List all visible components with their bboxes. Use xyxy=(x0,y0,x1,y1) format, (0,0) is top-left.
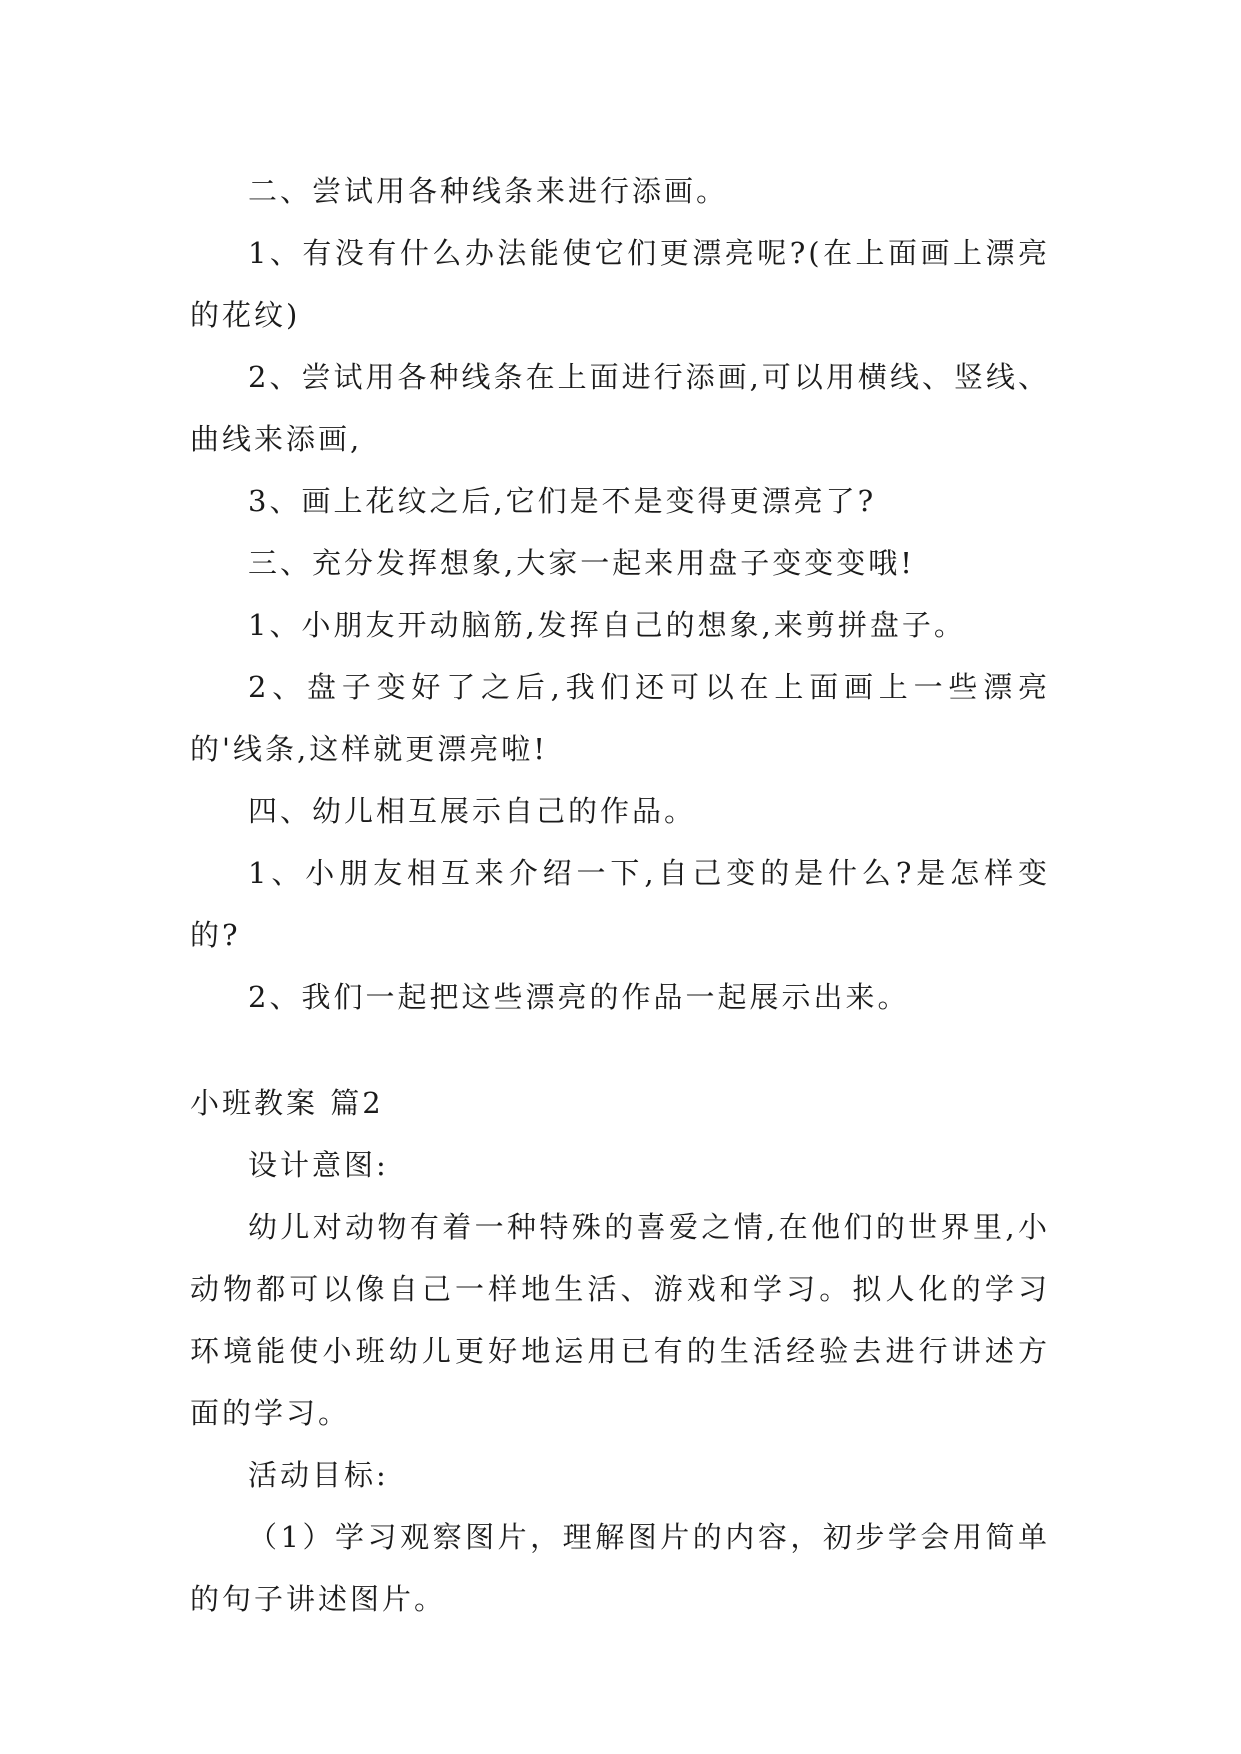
paragraph: 二、尝试用各种线条来进行添画。 xyxy=(248,174,729,208)
paragraph: 活动目标: xyxy=(248,1458,389,1492)
section-title: 小班教案 篇2 xyxy=(190,1086,384,1120)
paragraph: （1）学习观察图片，理解图片的内容，初步学会用简单的句子讲述图片。 xyxy=(190,1520,1050,1616)
paragraph: 四、幼儿相互展示自己的作品。 xyxy=(248,794,697,828)
paragraph: 2、盘子变好了之后,我们还可以在上面画上一些漂亮的'线条,这样就更漂亮啦! xyxy=(190,670,1050,766)
paragraph: 3、画上花纹之后,它们是不是变得更漂亮了? xyxy=(248,484,877,518)
document-body xyxy=(190,160,1050,1630)
paragraph: 2、尝试用各种线条在上面进行添画,可以用横线、竖线、曲线来添画, xyxy=(190,360,1050,456)
paragraph: 幼儿对动物有着一种特殊的喜爱之情,在他们的世界里,小动物都可以像自己一样地生活、游戏和学习。拟人化的学习环境能使小班幼儿更好地运用已有的生活经验去进行讲述方面的学习。 xyxy=(190,1210,1050,1430)
paragraph: 1、小朋友开动脑筋,发挥自己的想象,来剪拼盘子。 xyxy=(248,608,966,642)
paragraph: 1、有没有什么办法能使它们更漂亮呢?(在上面画上漂亮的花纹) xyxy=(190,236,1050,332)
paragraph: 2、我们一起把这些漂亮的作品一起展示出来。 xyxy=(248,980,910,1014)
paragraph: 1、小朋友相互来介绍一下,自己变的是什么?是怎样变的? xyxy=(190,856,1050,952)
paragraph: 三、充分发挥想象,大家一起来用盘子变变变哦! xyxy=(248,546,915,580)
spacer xyxy=(190,1028,1050,1072)
paragraph: 设计意图: xyxy=(248,1148,389,1182)
